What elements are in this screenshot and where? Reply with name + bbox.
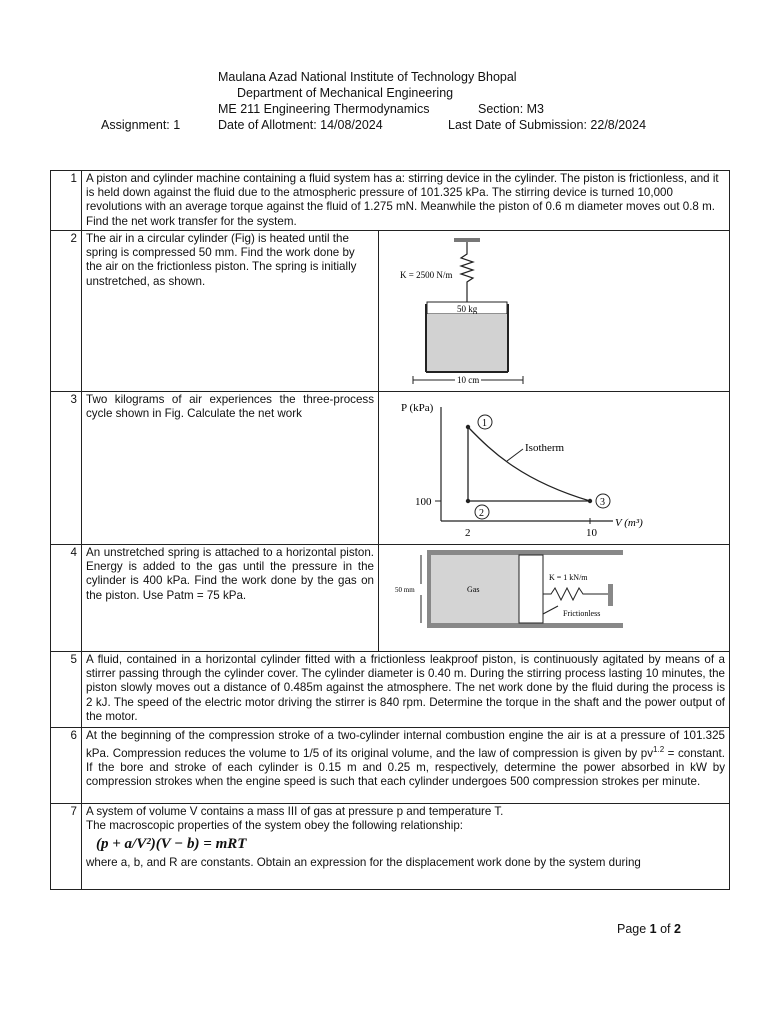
state-point-2: [466, 499, 470, 503]
submission-date: Last Date of Submission: 22/8/2024: [448, 118, 647, 132]
p-tick-label: 100: [415, 496, 432, 508]
question-row: [51, 392, 730, 545]
question-text: A fluid, contained in a horizontal cylinder fitted with a frictionless leakproof piston, is continuously agitated by means of a stirrer passing through the cylinder cover. The cylinder diameter is 0.40 m. During the stirring process lasting 10 minutes, the piston slowly moves out a distance of 0.485m against the atmosphere. The net work done by the fluid during the process is 2 kJ. The speed of the electric motor driving the stirrer is 840 rpm. Determine the torque in the shaft and the power output of the motor.: [82, 652, 730, 728]
isotherm-label: Isotherm: [525, 442, 565, 454]
height-dimension-label: 50 mm: [395, 586, 415, 594]
state-point-1: [466, 425, 470, 429]
isotherm-leader: [507, 449, 523, 461]
piston-mass-label: 50 kg: [457, 304, 478, 314]
air-region: [427, 314, 507, 371]
figure-cell-q3: [379, 392, 730, 545]
question-number: 4: [51, 545, 82, 652]
state-label-1: 1: [482, 418, 487, 429]
footer-of: of: [656, 922, 674, 936]
pv-diagram: [383, 393, 723, 543]
state-label-2: 2: [479, 508, 484, 519]
question-number: 6: [51, 728, 82, 804]
question-text: [82, 728, 730, 804]
question-number: 2: [51, 231, 82, 392]
left-wall-hatch: [427, 555, 431, 623]
state-point-3: [588, 499, 592, 503]
frictionless-label: Frictionless: [563, 609, 601, 618]
cylinder-diameter-label: 10 cm: [457, 375, 480, 385]
question-row: [51, 728, 730, 804]
right-anchor-hatch: [608, 584, 613, 606]
question-text: An unstretched spring is attached to a horizontal piston. Energy is added to the gas until the pressure in the cylinder is 400 kPa. Find the work done by the gas on the piston. Use Patm = 75 kPa.: [82, 545, 379, 652]
question-row: [51, 652, 730, 728]
question-text-part-b: = constant. If the bore and stroke of each cylinder is 0.15 m and 0.25 m, respectively, determine the power absorbed in kW by compression strokes when the engine speed is such that each cylinder undergoes 500 compression strokes per minute.: [86, 747, 726, 789]
van-der-waals-formula: (p + a/V²)(V − b) = mRT: [96, 836, 247, 853]
question-line-1: A system of volume V contains a mass III of gas at pressure p and temperature T.: [86, 805, 504, 818]
question-text: The air in a circular cylinder (Fig) is heated until the spring is compressed 50 mm. Find the work done by the air on the frictionless piston. The spring is initially unstretched, as shown.: [82, 231, 379, 392]
spring-icon: [461, 242, 473, 302]
current-page: 1: [649, 922, 657, 936]
question-number: 7: [51, 804, 82, 890]
page-footer: [617, 922, 681, 936]
state-label-3: 3: [600, 497, 605, 508]
course-name: ME 211 Engineering Thermodynamics: [218, 102, 430, 116]
spring-constant-label: K = 2500 N/m: [400, 270, 453, 280]
assignment-number: Assignment: 1: [101, 118, 181, 132]
question-text: A piston and cylinder machine containing a fluid system has a: stirring device in the cylinder. The piston is frictionless, and it is held down against the fluid due to the atmospheric pressure of 101.325 kPa. The stirring device is turned 10,000 revolutions with an average torque against the fluid of 1.275 mN. Meanwhile the piston of 0.6 m diameter moves out 0.8 m. Find the net work transfer for the system.: [82, 171, 730, 231]
question-number: 5: [51, 652, 82, 728]
question-row: [51, 804, 730, 890]
spring-constant-label: K = 1 kN/m: [549, 573, 588, 582]
p-axis-label: P (kPa): [401, 402, 434, 414]
question-line-2: The macroscopic properties of the system obey the following relationship:: [86, 819, 463, 833]
question-line-3: where a, b, and R are constants. Obtain an expression for the displacement work done by the system during: [86, 855, 641, 869]
v-axis-label: V (m³): [615, 517, 643, 529]
figure-cell-q2: [379, 231, 730, 392]
allotment-date: Date of Allotment: 14/08/2024: [218, 118, 383, 132]
question-number: 3: [51, 392, 82, 545]
spring-icon: [543, 588, 608, 600]
v-tick-label-10: 10: [586, 527, 597, 539]
v-tick-label-2: 2: [465, 527, 471, 539]
isotherm-curve: [468, 427, 590, 501]
figure-cell-q4: [379, 545, 730, 652]
ceiling-hatch: [454, 238, 480, 242]
questions-table: [50, 170, 730, 890]
question-row: [51, 231, 730, 392]
footer-prefix: Page: [617, 922, 650, 936]
question-row: [51, 171, 730, 231]
question-text: Two kilograms of air experiences the three-process cycle shown in Fig. Calculate the net work: [82, 392, 379, 545]
gas-label: Gas: [467, 585, 480, 594]
question-number: 1: [51, 171, 82, 231]
question-text-part-a: At the beginning of the compression stroke of a two-cylinder internal combustion engine the air is at a pressure of 101.325 kPa. Compression reduces the volume to 1/5 of its original volume, and the law of compression is given by pv: [86, 729, 725, 761]
department-name: Department of Mechanical Engineering: [237, 86, 454, 100]
exponent: 1.2: [653, 745, 665, 755]
top-wall-hatch: [427, 550, 623, 555]
question-row: [51, 545, 730, 652]
horizontal-piston-figure: [383, 546, 723, 650]
piston-spring-figure: [383, 232, 723, 390]
piston-body: [519, 555, 543, 623]
bottom-wall-hatch: [427, 623, 623, 628]
question-text: [82, 804, 730, 890]
frictionless-leader: [543, 606, 558, 614]
total-pages: 2: [674, 922, 681, 936]
institute-name: Maulana Azad National Institute of Technology Bhopal: [218, 70, 517, 84]
section-label: Section: M3: [478, 102, 545, 116]
